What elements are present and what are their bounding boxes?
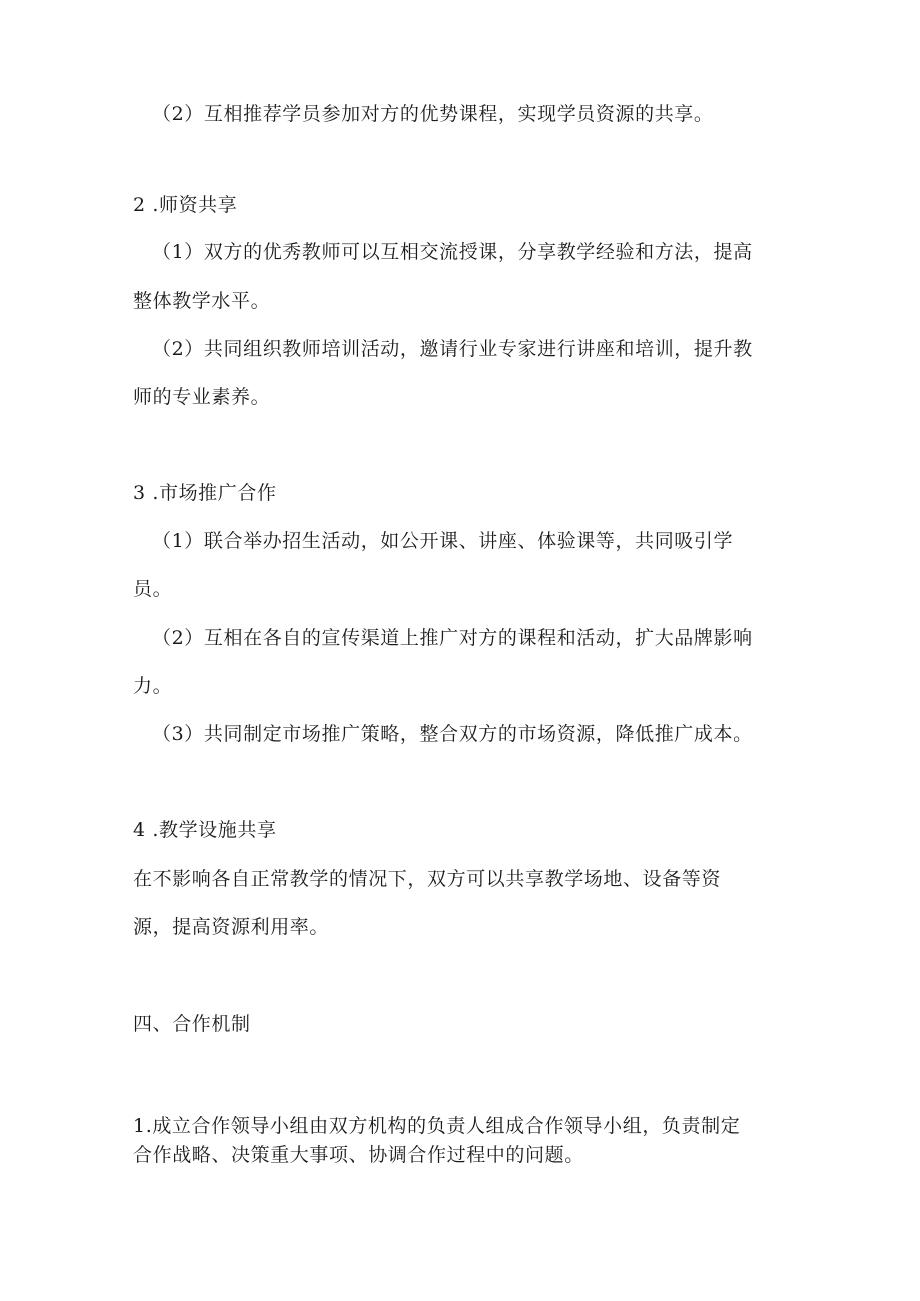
paragraph-line: （2）互相推荐学员参加对方的优势课程，实现学员资源的共享。 <box>152 103 714 125</box>
paragraph-line: 整体教学水平。 <box>133 290 271 312</box>
paragraph-line: （2）互相在各自的宣传渠道上推广对方的课程和活动，扩大品牌影响 <box>152 627 753 649</box>
paragraph-line: （1）联合举办招生活动，如公开课、讲座、体验课等，共同吸引学 <box>152 530 734 552</box>
paragraph-line: 在不影响各自正常教学的情况下，双方可以共享教学场地、设备等资 <box>133 868 722 890</box>
paragraph-line: 合作战略、决策重大事项、协调合作过程中的问题。 <box>133 1144 584 1166</box>
section-heading-cooperation-mechanism: 四、合作机制 <box>133 1013 251 1035</box>
paragraph-line: （1）双方的优秀教师可以互相交流授课，分享教学经验和方法，提高 <box>152 241 753 263</box>
section-heading-facility-sharing: 4 .教学设施共享 <box>133 819 277 841</box>
paragraph-line: 1.成立合作领导小组由双方机构的负责人组成合作领导小组，负责制定 <box>133 1115 741 1137</box>
paragraph-line: 源，提高资源利用率。 <box>133 916 330 938</box>
paragraph-line: 师的专业素养。 <box>133 386 271 408</box>
paragraph-line: （3）共同制定市场推广策略，整合双方的市场资源，降低推广成本。 <box>152 723 753 745</box>
paragraph-line: 员。 <box>133 578 173 600</box>
paragraph-line: （2）共同组织教师培训活动，邀请行业专家进行讲座和培训，提升教 <box>152 338 753 360</box>
section-heading-marketing: 3 .市场推广合作 <box>133 482 277 504</box>
section-heading-teacher-sharing: 2 .师资共享 <box>133 194 238 216</box>
paragraph-line: 力。 <box>133 675 173 697</box>
